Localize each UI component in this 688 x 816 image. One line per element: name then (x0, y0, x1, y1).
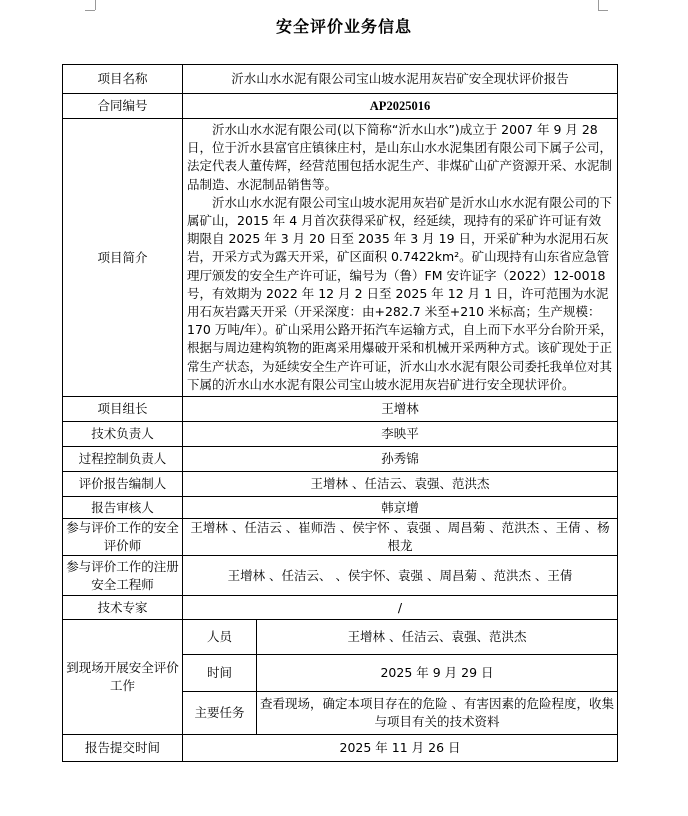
row-evaluators (63, 519, 618, 556)
value: / (183, 596, 618, 620)
sub-label: 人员 (183, 620, 257, 655)
page-corner-mark-right (598, 0, 599, 10)
value: 查看现场，确定本项目存在的危险 、有害因素的危险程度，收集与项目有关的技术资料 (257, 692, 618, 735)
row-intro (63, 119, 618, 397)
page-corner-mark-left-h (85, 10, 95, 11)
row-team-leader (63, 397, 618, 422)
intro-paragraph: 沂水山水水泥有限公司(以下简称“沂水山水”)成立于 2007 年 9 月 28 日，位于沂水县富官庄镇徕庄村，是山东山水水泥集团有限公司下属子公司，法定代表人董传辉，经营范围包括水泥生产、非煤矿山矿产资源开采、水泥制品制造、水泥制品销售等。 (187, 122, 613, 192)
value: 王增林 (183, 397, 618, 422)
sub-label: 时间 (183, 655, 257, 692)
row-process-control (63, 447, 618, 472)
label: 参与评价工作的注册安全工程师 (63, 556, 183, 596)
intro-text (183, 119, 618, 397)
value: 王增林 、任洁云、袁强、范洪杰 (183, 472, 618, 497)
page-title: 安全评价业务信息 (275, 17, 412, 36)
row-contract-no (63, 94, 618, 119)
value: 沂水山水水泥有限公司宝山坡水泥用灰岩矿安全现状评价报告 (183, 65, 618, 94)
row-project-name (63, 65, 618, 94)
label: 过程控制负责人 (63, 447, 183, 472)
label: 技术负责人 (63, 422, 183, 447)
value: 王增林 、任洁云 、崔师浩 、侯宇怀 、袁强 、周昌菊 、范洪杰 、王倩 、杨根龙 (183, 519, 618, 556)
row-reviewer (63, 497, 618, 519)
value: 孙秀锦 (183, 447, 618, 472)
label: 到现场开展安全评价工作 (63, 620, 183, 735)
info-table (62, 64, 618, 762)
label: 报告审核人 (63, 497, 183, 519)
value: 2025 年 9 月 29 日 (257, 655, 618, 692)
label: 评价报告编制人 (63, 472, 183, 497)
row-engineers (63, 556, 618, 596)
label: 参与评价工作的安全评价师 (63, 519, 183, 556)
intro-paragraph: 沂水山水水泥有限公司宝山坡水泥用灰岩矿是沂水山水水泥有限公司的下属矿山，2015 年 4 月首次获得采矿权，经延续，现持有的采矿许可证有效期限自 2025 年 3 月 20 日至 2035 年 3 月 19 日，开采矿种为水泥用石灰岩，开采方式为露天开采，矿区面积 0.7422km²。矿山现持有山东省应急管理厅颁发的安全生产许可证，编号为（鲁）FM 安许证字（2022）12-0018 号，有效期为 2022 年 12 月 2 日至 2025 年 12 月 1 日，许可范围为水泥用石灰岩露天开采（开采深度：由+282.7 米至+210 米标高；生产规模：170 万吨/年）。矿山采用公路开拓汽车运输方式，自上而下水平分台阶开采，根据与周边建构筑物的距离采用爆破开采和机械开采两种方式。该矿现处于正常生产状态，为延续安全生产许可证，沂水山水水泥有限公司委托我单位对其下属的沂水山水水泥有限公司宝山坡水泥用灰岩矿进行安全现状评价。 (187, 194, 613, 392)
label: 项目简介 (63, 119, 183, 397)
page-corner-mark-right-h (598, 10, 608, 11)
label: 项目组长 (63, 397, 183, 422)
row-report-authors (63, 472, 618, 497)
sub-label: 主要任务 (183, 692, 257, 735)
page-corner-mark-left (95, 0, 96, 10)
row-tech-lead (63, 422, 618, 447)
label: 技术专家 (63, 596, 183, 620)
value: 李映平 (183, 422, 618, 447)
value: AP2025016 (183, 94, 618, 119)
value: 2025 年 11 月 26 日 (183, 735, 618, 762)
label: 合同编号 (63, 94, 183, 119)
row-experts (63, 596, 618, 620)
row-submit-time (63, 735, 618, 762)
value: 王增林 、任洁云、袁强、范洪杰 (257, 620, 618, 655)
row-site-personnel (63, 620, 618, 655)
label: 项目名称 (63, 65, 183, 94)
value: 韩京增 (183, 497, 618, 519)
label: 报告提交时间 (63, 735, 183, 762)
value: 王增林 、任洁云、 、侯宇怀、袁强 、周昌菊 、范洪杰 、王倩 (183, 556, 618, 596)
